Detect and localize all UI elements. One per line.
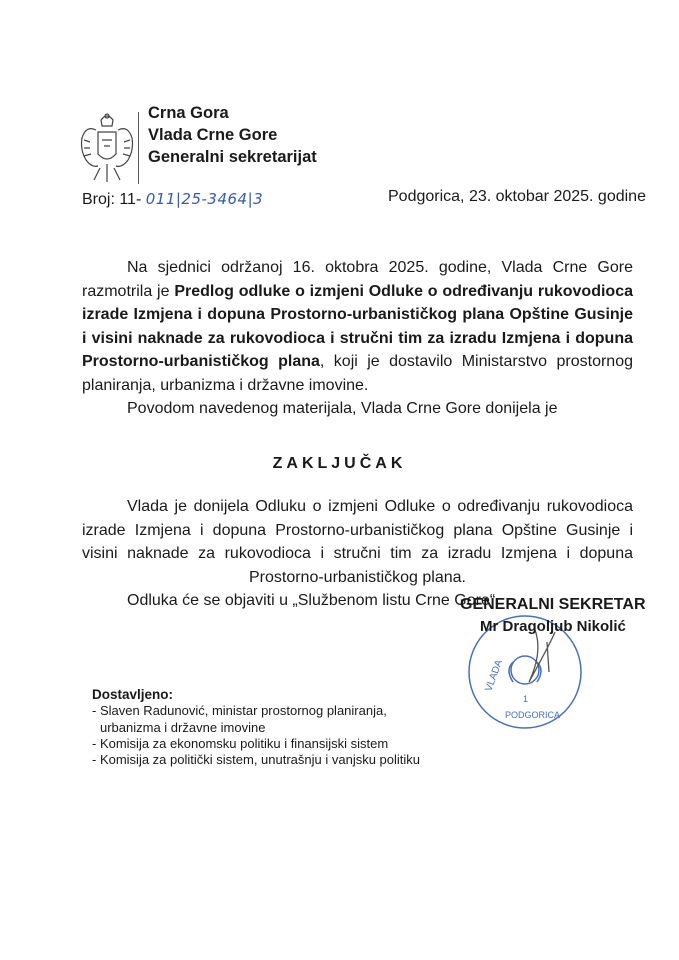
proposal-title: Predlog odluke o izmjeni Odluke o određivanju rukovodioca izrade Izmjena i dopuna Prostorno-urbanističkog plana Opštine Gusinje i visini naknade za rukovodioca i stručni tim za izradu Izmjena i dopuna Prostorno-urbanističkog plana bbox=[82, 282, 633, 370]
paragraph-text: , koji je dostavilo Ministarstvo prostornog planiranja, urbanizma i državne imovine. bbox=[82, 353, 633, 394]
list-item: - Komisija za politički sistem, unutrašnju i vanjsku politiku bbox=[92, 752, 421, 768]
signature-title: GENERALNI SEKRETAR bbox=[460, 596, 646, 613]
header-government: Vlada Crne Gore bbox=[148, 126, 278, 144]
document-body bbox=[82, 256, 633, 421]
list-item: - Slaven Radunović, ministar prostornog planiranja, urbanizma i državne imovine bbox=[92, 703, 387, 735]
delivered-label: Dostavljeno: bbox=[92, 687, 174, 702]
document-date: Podgorica, 23. oktobar 2025. godine bbox=[388, 188, 646, 205]
svg-text:1: 1 bbox=[523, 694, 529, 704]
coat-of-arms-icon bbox=[76, 110, 138, 188]
conclusion-body bbox=[82, 495, 633, 613]
delivered-to bbox=[92, 687, 420, 768]
list-item: - Komisija za ekonomsku politiku i finansijski sistem bbox=[92, 735, 389, 751]
svg-text:VLADA: VLADA bbox=[483, 658, 506, 694]
stamp-city: PODGORICA bbox=[505, 710, 561, 720]
paragraph-publication: Odluka će se objaviti u „Službenom listu Crne Gore“. bbox=[127, 592, 500, 609]
conclusion-title: ZAKLJUČAK bbox=[272, 455, 407, 472]
header-department: Generalni sekretarijat bbox=[148, 148, 317, 166]
header-country: Crna Gora bbox=[148, 104, 229, 122]
paragraph-text: Na sjednici održanoj 16. oktobra 2025. godine, Vlada Crne Gore razmotrila je bbox=[82, 259, 633, 300]
reference-handwritten: 011|25-3464|3 bbox=[145, 190, 264, 208]
header-divider bbox=[138, 112, 139, 184]
signature-name: Mr Dragoljub Nikolić bbox=[480, 618, 626, 635]
paragraph-session bbox=[82, 256, 633, 397]
paragraph-decision: Vlada je donijela Odluku o izmjeni Odluke o određivanju rukovodioca izrade Izmjena i dopuna Prostorno-urbanističkog plana Opštine Gusinje i visini naknade za rukovodioca i stručni tim za izradu Izmjena i dopuna Prostorno-urbanističkog plana. bbox=[82, 498, 633, 586]
reference-label: Broj: 11- bbox=[82, 191, 142, 208]
reference-number bbox=[82, 190, 263, 209]
paragraph-adoption: Povodom navedenog materijala, Vlada Crne Gore donijela je bbox=[127, 400, 558, 417]
